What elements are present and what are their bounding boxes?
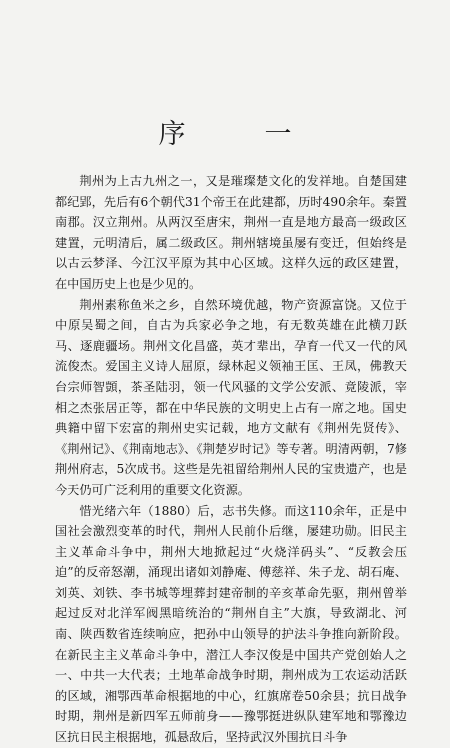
paragraph: 荆州素称鱼米之乡，自然环境优越，物产资源富饶。又位于中原吴蜀之间，自古为兵家必争之地，有无数英雄在此横刀跃马、逐鹿疆场。荆州文化昌盛，英才辈出，孕育一代又一代的风流俊杰。爱国主义诗人屈原，绿林起义领袖王匡、王凤，佛教天台宗师智顗，茶圣陆羽，领一代风骚的文学公安派、竟陵派，宰相之杰张居正等，都在中华民族的文明史上占有一席之地。国史典籍中留下宏富的荆州史实记载，地方文献有《荆州先贤传》、《荆州记》、《荆南地志》、《荆楚岁时记》等专著。明清两朝，7修荆州府志，5次成书。这些是先祖留给荆州人民的宝贵遗产，也是今天仍可广泛利用的重要文化资源。 [55,297,407,497]
paragraph: 荆州为上古九州之一，又是璀璨楚文化的发祥地。自楚国建都纪郢，先后有6个朝代31个帝王在此建都，历时490余年。秦置南郡。汉立荆州。从两汉至唐宋，荆州一直是地方最高一级政区建置，元明清后，属二级政区。荆州辖境虽屡有变迁，但始终是以古云梦泽、今江汉平原为其中心区域。这样久远的政区建置，在中国历史上也是少见的。 [55,174,407,291]
page-title: 序 一 [158,119,318,150]
document-body [55,171,407,748]
paragraph: 惜光绪六年（1880）后，志书失修。而这110余年，正是中国社会激烈变革的时代，荆州人民前仆后继，屡建功勋。旧民主主义革命斗争中，荆州大地掀起过“火烧洋码头”、“反教会压迫”的反帝怒潮，涌现出诸如刘静庵、傅慈祥、朱子龙、胡石庵、刘英、刘铁、李书城等埋葬封建帝制的辛亥革命先驱，荆州曾举起过反对北洋军阀黑暗统治的“荆州自主”大旗，导致湖北、河南、陕西数省连续响应，把孙中山领导的护法斗争推向新阶段。在新民主主义革命斗争中，潜江人李汉俊是中国共产党创始人之一、中共一大代表；土地革命战争时期，荆州成为工农运动活跃的区域，湘鄂西革命根据地的中心，红旗席卷50余县；抗日战争时期，荆州是新四军五师前身——豫鄂挺进纵队建军地和鄂豫边区抗日民主根据地，孤悬敌后，坚持武汉外围抗日斗争 [55,503,407,745]
